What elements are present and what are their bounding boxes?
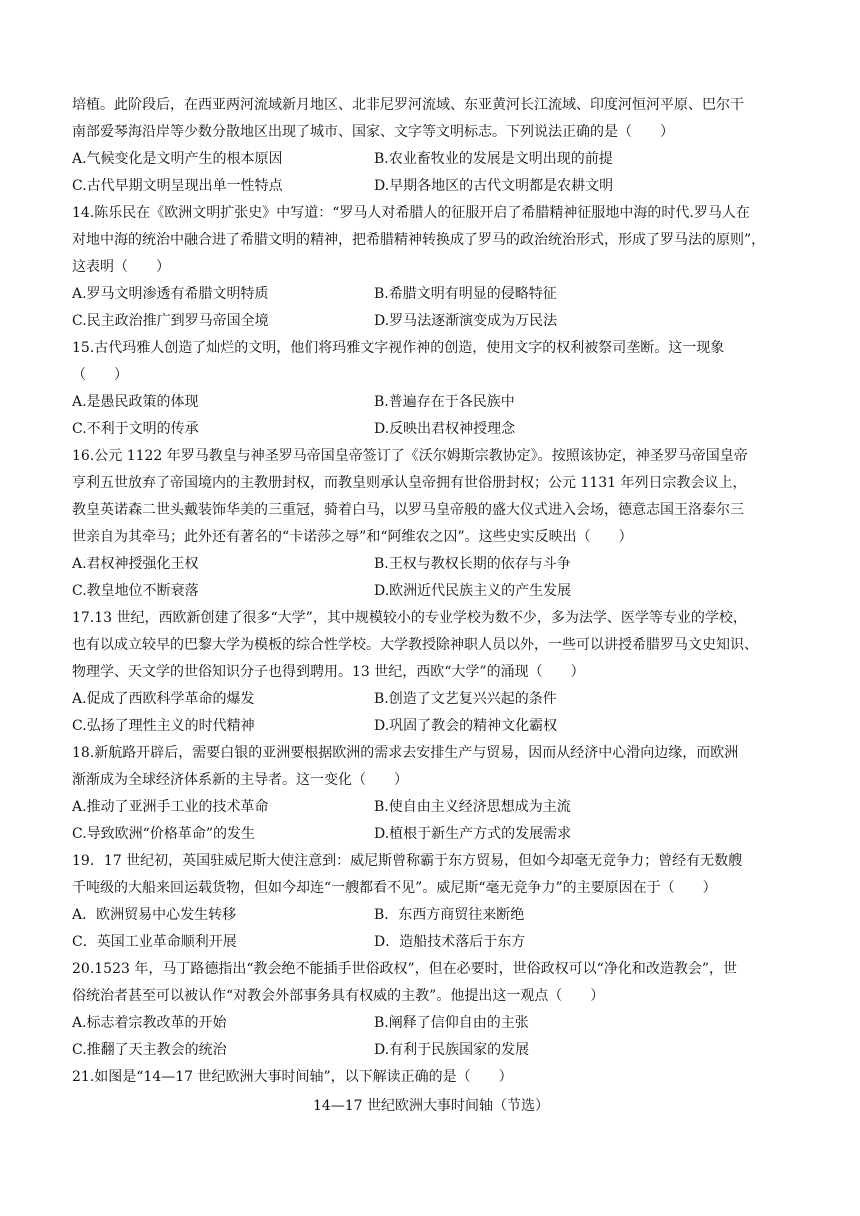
answer-option: D.反映出君权神授理念: [374, 421, 516, 437]
answer-option: C.民主政治推广到罗马帝国全境: [72, 313, 269, 329]
option-row: [72, 686, 790, 713]
question-stem-line: 21.如图是“14—17 世纪欧洲大事时间轴”，以下解读正确的是（ ）: [72, 1069, 513, 1085]
answer-option: A.促成了西欧科学革命的爆发: [72, 691, 255, 707]
option-row: [72, 146, 790, 173]
question-stem-line: 16.公元 1122 年罗马教皇与神圣罗马帝国皇帝签订了《沃尔姆斯宗教协定》。按照该协定，神圣罗马帝国皇帝: [72, 448, 748, 464]
question-stem-line: 教皇英诺森二世头戴装饰华美的三重冠，骑着白马，以罗马皇帝般的盛大仪式进入会场，德意志国王洛泰尔三: [72, 502, 744, 518]
question-block: [72, 443, 790, 605]
answer-option: B.王权与教权长期的依存与斗争: [374, 556, 571, 572]
question-stem-line: 千吨级的大船来回运载货物，但如今却连“一艘都看不见”。威尼斯“毫无竞争力”的主要原因在于（ ）: [72, 880, 717, 896]
question-stem-line: 这表明（ ）: [72, 259, 170, 275]
answer-option: B.农业畜牧业的发展是文明出现的前提: [374, 151, 613, 167]
question-block: [72, 335, 790, 443]
question-stem-line: （ ）: [72, 367, 128, 383]
answer-option: B.使自由主义经济思想成为主流: [374, 799, 571, 815]
answer-option: C.不利于文明的传承: [72, 421, 199, 437]
question-stem-line: 14.陈乐民在《欧洲文明扩张史》中写道：“罗马人对希腊人的征服开启了希腊精神征服地中海的时代.罗马人在: [72, 205, 750, 221]
answer-option: B.创造了文艺复兴兴起的条件: [374, 691, 557, 707]
answer-option: C.推翻了天主教会的统治: [72, 1042, 227, 1058]
option-row: [72, 1010, 790, 1037]
option-row: [72, 578, 790, 605]
answer-option: A.君权神授强化王权: [72, 556, 199, 572]
answer-option: B.阐释了信仰自由的主张: [374, 1015, 529, 1031]
question-stem-line: 也有以成立较早的巴黎大学为模板的综合性学校。大学教授除神职人员以外，一些可以讲授希腊罗马文史知识、: [72, 637, 758, 653]
answer-option: D.欧洲近代民族主义的产生发展: [374, 583, 572, 599]
option-row: [72, 821, 790, 848]
answer-option: D.有利于民族国家的发展: [374, 1042, 530, 1058]
option-row: [72, 1037, 790, 1064]
answer-option: C.古代早期文明呈现出单一性特点: [72, 178, 283, 194]
option-row: [72, 389, 790, 416]
answer-option: C.教皇地位不断衰落: [72, 583, 199, 599]
answer-option: B．东西方商贸往来断绝: [374, 907, 525, 923]
question-stem-line: 对地中海的统治中融合进了希腊文明的精神，把希腊精神转换成了罗马的政治统治形式，形成了罗马法的原则”，: [72, 232, 766, 248]
option-row: [72, 308, 790, 335]
question-stem-line: 19．17 世纪初，英国驻威尼斯大使注意到：威尼斯曾称霸于东方贸易，但如今却毫无竞争力；曾经有无数艘: [72, 853, 743, 869]
question-block: [72, 848, 790, 956]
answer-option: D.罗马法逐渐演变成为万民法: [374, 313, 558, 329]
option-row: [72, 713, 790, 740]
answer-option: A.推动了亚洲手工业的技术革命: [72, 799, 269, 815]
figure-caption: 14—17 世纪欧洲大事时间轴（节选）: [312, 1098, 550, 1114]
question-block: [72, 956, 790, 1064]
option-row: [72, 416, 790, 443]
answer-option: D.植根于新生产方式的发展需求: [374, 826, 572, 842]
answer-option: A.罗马文明渗透有希腊文明特质: [72, 286, 269, 302]
answer-option: C.弘扬了理性主义的时代精神: [72, 718, 255, 734]
question-stem-line: 南部爱琴海沿岸等少数分散地区出现了城市、国家、文字等文明标志。下列说法正确的是（ ）: [72, 124, 674, 140]
option-row: [72, 794, 790, 821]
option-row: [72, 173, 790, 200]
answer-option: A.气候变化是文明产生的根本原因: [72, 151, 283, 167]
option-row: [72, 929, 790, 956]
answer-option: D.早期各地区的古代文明都是农耕文明: [374, 178, 614, 194]
question-stem-line: 18.新航路开辟后，需要白银的亚洲要根据欧洲的需求去安排生产与贸易，因而从经济中心滑向边缘，而欧洲: [72, 745, 739, 761]
option-row: [72, 281, 790, 308]
option-row: [72, 902, 790, 929]
question-block: [72, 92, 790, 200]
question-stem-line: 17.13 世纪，西欧新创建了很多“大学”，其中规模较小的专业学校为数不少，多为法学、医学等专业的学校，: [72, 610, 747, 626]
answer-option: C.导致欧洲“价格革命”的发生: [72, 826, 255, 842]
question-stem-line: 培植。此阶段后，在西亚两河流域新月地区、北非尼罗河流域、东亚黄河长江流域、印度河恒河平原、巴尔干: [72, 97, 744, 113]
question-stem-line: 20.1523 年，马丁路德指出“教会绝不能插手世俗政权”，但在必要时，世俗政权可以“净化和改造教会”，世: [72, 961, 737, 977]
option-row: [72, 551, 790, 578]
question-block: [72, 1064, 790, 1091]
answer-option: A.标志着宗教改革的开始: [72, 1015, 227, 1031]
question-list: [72, 92, 790, 1120]
answer-option: A.是愚民政策的体现: [72, 394, 199, 410]
question-stem-line: 15.古代玛雅人创造了灿烂的文明，他们将玛雅文字视作神的创造，使用文字的权利被祭司垄断。这一现象: [72, 340, 725, 356]
answer-option: B.普遍存在于各民族中: [374, 394, 515, 410]
answer-option: C．英国工业革命顺利开展: [72, 934, 237, 950]
question-stem-line: 世亲自为其牵马；此外还有著名的“卡诺莎之辱”和“阿维农之囚”。这些史实反映出（ ）: [72, 529, 633, 545]
answer-option: D.巩固了教会的精神文化霸权: [374, 718, 558, 734]
question-block: [72, 740, 790, 848]
question-stem-line: 俗统治者甚至可以被认作“对教会外部事务具有权威的主教”。他提出这一观点（ ）: [72, 988, 605, 1004]
question-stem-line: 渐渐成为全球经济体系新的主导者。这一变化（ ）: [72, 772, 408, 788]
question-block: [72, 605, 790, 740]
answer-option: D．造船技术落后于东方: [374, 934, 526, 950]
answer-option: B.希腊文明有明显的侵略特征: [374, 286, 557, 302]
answer-option: A．欧洲贸易中心发生转移: [72, 907, 237, 923]
question-stem-line: 物理学、天文学的世俗知识分子也得到聘用。13 世纪，西欧“大学”的涌现（ ）: [72, 664, 585, 680]
question-block: [72, 200, 790, 335]
question-stem-line: 亨利五世放弃了帝国境内的主教册封权，而教皇则承认皇帝拥有世俗册封权；公元 1131 年列日宗教会议上，: [72, 475, 747, 491]
